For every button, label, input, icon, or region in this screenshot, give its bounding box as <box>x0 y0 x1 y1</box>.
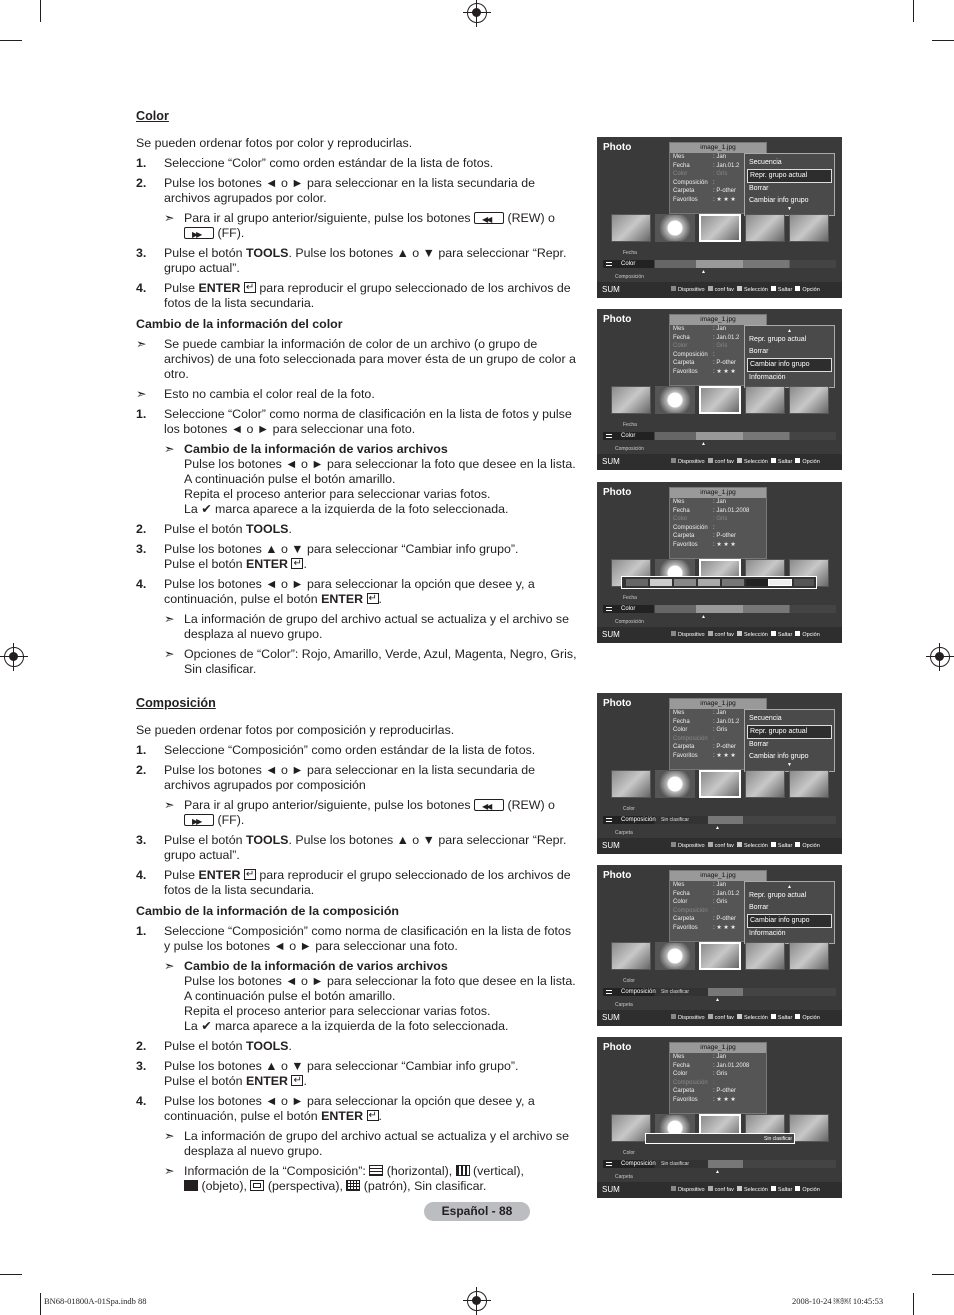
note-item <box>136 798 578 828</box>
step-number: 2. <box>136 176 147 190</box>
menu-item[interactable]: Repr. grupo actual <box>747 169 832 183</box>
step-text: Pulse el botón <box>164 557 243 571</box>
step-item <box>136 522 578 537</box>
step-text: . Pulse los botones ▲ o ▼ para seleccionar “Repr. grupo actual”. <box>164 246 567 275</box>
note-arrow-icon: ➣ <box>164 647 175 661</box>
step-text: Pulse el botón <box>164 522 243 536</box>
thumbnail[interactable] <box>745 386 785 414</box>
thumbnail-strip <box>611 942 829 972</box>
step-text: Pulse los botones ▲ o ▼ para seleccionar “Cambiar info grupo”. <box>164 1059 519 1073</box>
step-item <box>136 1059 578 1089</box>
step-number: 4. <box>136 577 147 591</box>
sort-label: Color <box>623 1150 635 1156</box>
sum-label: SUM <box>602 841 620 850</box>
thumbnail[interactable] <box>611 386 651 414</box>
step-text: Pulse el botón <box>164 1074 243 1088</box>
note-arrow-icon: ➣ <box>164 798 175 812</box>
sort-bar: Composición Sin clasificar <box>603 1160 836 1168</box>
note-text: (objeto), <box>201 1179 247 1193</box>
step-number: 1. <box>136 156 147 170</box>
note-text: La información de grupo del archivo actual se actualiza y el archivo se desplaza al nuevo grupo. <box>184 612 570 641</box>
pattern-icon <box>346 1180 360 1191</box>
menu-item[interactable]: Cambiar info grupo <box>747 358 832 372</box>
menu-icon <box>606 1162 612 1166</box>
file-name: image_1.jpg <box>670 315 766 325</box>
note-item <box>136 959 578 1034</box>
step-number: 1. <box>136 743 147 757</box>
note-text: Repita el proceso anterior para seleccionar varias fotos. <box>184 1004 491 1018</box>
perspective-icon <box>250 1180 264 1191</box>
up-arrow-icon: ▲ <box>715 1169 720 1175</box>
crop-mark <box>932 40 954 41</box>
file-info-panel: image_1.jpg Mes : Jan Fecha : Jan.01.2008 Color : Gris Composición : Carpeta : P-other Favoritos : ★ ★ ★ <box>669 487 767 559</box>
thumbnail[interactable] <box>655 942 695 970</box>
step-text: . <box>288 522 292 536</box>
tools-menu <box>744 325 835 388</box>
file-info-panel: image_1.jpg Mes : Jan Fecha : Jan.01.2 Color : Gris Composición : Carpeta : P-other Favoritos : ★ ★ ★ <box>669 314 767 386</box>
step-text: para reproducir el grupo seleccionado de los archivos de fotos de la lista secundaria. <box>164 281 571 310</box>
screen-title: Photo <box>603 314 632 325</box>
thumbnail-strip <box>611 770 829 800</box>
menu-item[interactable]: Borrar <box>749 348 769 355</box>
color-section <box>136 109 578 677</box>
rew-button-icon <box>474 799 504 811</box>
note-text: La ✔ marca aparece a la izquierda de la foto seleccionada. <box>184 1019 509 1033</box>
vertical-icon <box>456 1165 470 1176</box>
tv-screenshot <box>597 482 842 643</box>
step-number: 3. <box>136 542 147 556</box>
file-name: image_1.jpg <box>670 699 766 709</box>
thumbnail[interactable] <box>789 386 829 414</box>
enter-icon <box>244 869 256 880</box>
step-number: 1. <box>136 407 147 421</box>
tv-screenshot <box>597 137 842 298</box>
sort-label: Composición <box>615 274 644 280</box>
menu-icon <box>606 607 612 611</box>
note-text: (FF). <box>217 226 245 240</box>
tools-menu <box>744 153 835 216</box>
thumbnail[interactable] <box>789 770 829 798</box>
step-text: Pulse los botones ◄ o ► para seleccionar la opción que desee y, a continuación, pulse el botón <box>164 577 535 606</box>
step-number: 3. <box>136 246 147 260</box>
subsection-title: Cambio de la información de la composición <box>136 904 400 918</box>
thumbnail[interactable] <box>699 942 741 970</box>
tools-key-label: TOOLS <box>245 246 289 260</box>
enter-icon <box>291 1075 303 1086</box>
menu-icon <box>606 262 612 266</box>
object-icon <box>184 1180 198 1191</box>
sum-label: SUM <box>602 1185 620 1194</box>
registration-mark-icon <box>467 3 487 23</box>
thumbnail[interactable] <box>745 770 785 798</box>
note-text: (patrón), Sin clasificar. <box>363 1179 487 1193</box>
menu-item[interactable]: Borrar <box>749 741 769 748</box>
up-arrow-icon: ▲ <box>701 441 706 447</box>
sum-label: SUM <box>602 630 620 639</box>
composition-options-popup[interactable]: Sin clasificar <box>645 1133 795 1144</box>
step-item <box>136 833 578 863</box>
note-text: (FF). <box>217 813 245 827</box>
file-name: image_1.jpg <box>670 1043 766 1053</box>
file-info-panel: image_1.jpg Mes : Jan Fecha : Jan.01.2008 Color : Gris Composición : Carpeta : P-other Favoritos : ★ ★ ★ <box>669 1042 767 1114</box>
thumbnail[interactable] <box>745 214 785 242</box>
crop-mark <box>932 1274 954 1275</box>
horizontal-icon <box>369 1165 383 1176</box>
note-text: Esto no cambia el color real de la foto. <box>164 387 375 401</box>
menu-item[interactable]: Cambiar info grupo <box>749 197 809 204</box>
step-number: 4. <box>136 281 147 295</box>
screen-title: Photo <box>603 870 632 881</box>
step-item <box>136 743 578 758</box>
step-text: Seleccione “Composición” como norma de clasificación en la lista de fotos y pulse los botones ◄ o ► para seleccionar una foto. <box>164 924 572 953</box>
screen-title: Photo <box>603 698 632 709</box>
step-item <box>136 176 578 206</box>
note-item <box>136 442 578 517</box>
menu-item[interactable]: Repr. grupo actual <box>749 892 807 899</box>
screen-title: Photo <box>603 487 632 498</box>
step-number: 2. <box>136 522 147 536</box>
menu-item[interactable]: Información <box>749 930 786 937</box>
step-text: . <box>288 1039 292 1053</box>
sort-bar: Color <box>603 260 836 268</box>
step-text: Pulse los botones ◄ o ► para seleccionar en la lista secundaria de archivos agrupados por composición <box>164 763 535 792</box>
note-text: (horizontal), <box>386 1164 453 1178</box>
note-text: Para ir al grupo anterior/siguiente, pulse los botones <box>184 798 471 812</box>
file-name: image_1.jpg <box>670 143 766 153</box>
sort-label: Composición <box>615 446 644 452</box>
note-arrow-icon: ➣ <box>164 959 175 973</box>
composition-section <box>136 696 578 1194</box>
menu-icon <box>606 818 612 822</box>
menu-item[interactable]: Secuencia <box>749 715 782 722</box>
tv-screenshot <box>597 865 842 1026</box>
registration-mark-icon <box>930 647 950 667</box>
subsection-title: Cambio de la información del color <box>136 317 343 331</box>
step-number: 2. <box>136 763 147 777</box>
ff-button-icon <box>184 814 214 826</box>
sort-bar: Color <box>603 432 836 440</box>
enter-key-label: ENTER <box>198 868 241 882</box>
step-number: 3. <box>136 1059 147 1073</box>
up-arrow-icon: ▲ <box>701 269 706 275</box>
sort-bar: Color <box>603 605 836 613</box>
note-arrow-icon: ➣ <box>164 1129 175 1143</box>
note-item <box>136 1164 578 1194</box>
note-item <box>136 612 578 642</box>
menu-icon <box>606 990 612 994</box>
step-number: 4. <box>136 868 147 882</box>
menu-item[interactable]: Borrar <box>749 904 769 911</box>
crop-mark <box>913 0 914 22</box>
file-name: image_1.jpg <box>670 871 766 881</box>
note-text: Para ir al grupo anterior/siguiente, pulse los botones <box>184 211 471 225</box>
step-text: . <box>378 592 382 606</box>
section-title: Color <box>136 109 169 123</box>
step-item <box>136 542 578 572</box>
step-text: Pulse <box>164 868 195 882</box>
sort-label: Color <box>623 978 635 984</box>
tv-screenshot <box>597 1037 842 1198</box>
thumbnail[interactable] <box>611 942 651 970</box>
tools-menu <box>744 881 835 944</box>
down-arrow-icon: ▼ <box>787 762 792 768</box>
note-arrow-icon: ➣ <box>164 211 175 225</box>
file-info-panel: image_1.jpg Mes : Jan Fecha : Jan.01.2 Color : Gris Composición : Carpeta : P-other Favoritos : ★ ★ ★ <box>669 142 767 214</box>
step-text: . <box>303 1074 307 1088</box>
up-arrow-icon: ▲ <box>701 614 706 620</box>
step-text: Pulse los botones ▲ o ▼ para seleccionar “Cambiar info grupo”. <box>164 542 519 556</box>
crop-mark <box>0 40 22 41</box>
thumbnail-strip <box>611 214 829 244</box>
step-text: . Pulse los botones ▲ o ▼ para seleccionar “Repr. grupo actual”. <box>164 833 567 862</box>
note-text: (vertical), <box>473 1164 524 1178</box>
step-number: 1. <box>136 924 147 938</box>
menu-item[interactable]: Borrar <box>749 185 769 192</box>
sort-bar: Composición Sin clasificar <box>603 988 836 996</box>
note-text: La información de grupo del archivo actual se actualiza y el archivo se desplaza al nuevo grupo. <box>184 1129 570 1158</box>
step-number: 4. <box>136 1094 147 1108</box>
note-item <box>136 1129 578 1159</box>
crop-mark <box>40 0 41 22</box>
tv-screenshot <box>597 693 842 854</box>
tools-key-label: TOOLS <box>245 1039 289 1053</box>
note-text: Repita el proceso anterior para seleccionar varias fotos. <box>184 487 491 501</box>
sort-label: Carpeta <box>615 1174 633 1180</box>
step-item <box>136 577 578 607</box>
step-item <box>136 924 578 954</box>
menu-item[interactable]: Secuencia <box>749 159 782 166</box>
note-text: Pulse los botones ◄ o ► para seleccionar la foto que desee en la lista. A continuación pulse el botón amarillo. <box>184 974 576 1003</box>
note-text: Opciones de “Color”: Rojo, Amarillo, Verde, Azul, Magenta, Negro, Gris, Sin clasificar. <box>184 647 577 676</box>
tools-key-label: TOOLS <box>245 522 289 536</box>
step-item <box>136 156 578 171</box>
tv-screenshot <box>597 309 842 470</box>
file-info-panel: image_1.jpg Mes : Jan Fecha : Jan.01.2 Color : Gris Composición : Carpeta : P-other Favoritos : ★ ★ ★ <box>669 698 767 770</box>
note-arrow-icon: ➣ <box>164 612 175 626</box>
screen-title: Photo <box>603 1042 632 1053</box>
note-item <box>136 647 578 677</box>
screen-footer: SUM Dispositivo conf fav Selección Saltar Opción <box>597 1182 842 1198</box>
step-item <box>136 763 578 793</box>
screen-footer: SUM Dispositivo conf fav Selección Saltar Opción <box>597 1010 842 1026</box>
enter-key-label: ENTER <box>245 1074 288 1088</box>
menu-item[interactable]: Información <box>749 374 786 381</box>
page-number: Español - 88 <box>424 1202 530 1221</box>
file-info-panel: image_1.jpg Mes : Jan Fecha : Jan.01.2 Color : Gris Composición : Carpeta : P-other Favoritos : ★ ★ ★ <box>669 870 767 942</box>
screen-footer: SUM Dispositivo conf fav Selección Saltar Opción <box>597 627 842 643</box>
print-slug: 2008-10-24 ￼￼ 10:45:53 <box>792 1296 884 1306</box>
sum-label: SUM <box>602 457 620 466</box>
step-text: para reproducir el grupo seleccionado de los archivos de fotos de la lista secundaria. <box>164 868 571 897</box>
step-number: 3. <box>136 833 147 847</box>
step-text: Seleccione “Color” como orden estándar de la lista de fotos. <box>164 156 494 170</box>
enter-icon <box>291 558 303 569</box>
step-item <box>136 281 578 311</box>
ff-button-icon <box>184 227 214 239</box>
sum-label: SUM <box>602 1013 620 1022</box>
note-text: Pulse los botones ◄ o ► para seleccionar la foto que desee en la lista. A continuación pulse el botón amarillo. <box>184 457 576 486</box>
crop-mark <box>0 1274 22 1275</box>
sort-label: Carpeta <box>615 830 633 836</box>
tools-key-label: TOOLS <box>245 833 289 847</box>
step-text: Pulse el botón <box>164 246 243 260</box>
note-text: Se puede cambiar la información de color de un archivo (o grupo de archivos) de una foto seleccionada para mover ésta de un grupo de color a otro. <box>164 337 576 381</box>
sort-label: Fecha <box>623 422 637 428</box>
registration-mark-icon <box>467 1291 487 1311</box>
note-text: (REW) o <box>507 211 555 225</box>
menu-item[interactable]: Cambiar info grupo <box>747 914 832 928</box>
note-item <box>136 337 578 382</box>
thumbnail[interactable] <box>699 214 741 242</box>
up-arrow-icon: ▲ <box>787 328 792 334</box>
step-text: Pulse <box>164 281 195 295</box>
up-arrow-icon: ▲ <box>715 997 720 1003</box>
crop-mark <box>40 1293 41 1315</box>
screen-footer: SUM Dispositivo conf fav Selección Saltar Opción <box>597 282 842 298</box>
thumbnail[interactable] <box>611 770 651 798</box>
step-item <box>136 1039 578 1054</box>
sort-label: Carpeta <box>615 1002 633 1008</box>
up-arrow-icon: ▲ <box>715 825 720 831</box>
note-item <box>136 387 578 402</box>
thumbnail[interactable] <box>789 214 829 242</box>
menu-icon <box>606 434 612 438</box>
thumbnail[interactable] <box>611 214 651 242</box>
enter-icon <box>367 1110 379 1121</box>
color-options-popup[interactable] <box>621 576 817 589</box>
note-arrow-icon: ➣ <box>136 337 147 351</box>
sort-label: Composición <box>615 619 644 625</box>
step-text: Seleccione “Color” como norma de clasificación en la lista de fotos y pulse los botones ◄ o ► para seleccionar una foto. <box>164 407 572 436</box>
intro-text: Se pueden ordenar fotos por color y reproducirlas. <box>136 136 413 150</box>
note-text: (REW) o <box>507 798 555 812</box>
step-text: . <box>303 557 307 571</box>
section-title: Composición <box>136 696 216 710</box>
note-arrow-icon: ➣ <box>136 387 147 401</box>
step-text: Seleccione “Composición” como orden estándar de la lista de fotos. <box>164 743 536 757</box>
thumbnail-strip <box>611 386 829 416</box>
enter-key-label: ENTER <box>321 1109 364 1123</box>
enter-icon <box>244 282 256 293</box>
note-text: (perspectiva), <box>267 1179 343 1193</box>
crop-mark <box>913 1293 914 1315</box>
step-text: Pulse los botones ◄ o ► para seleccionar la opción que desee y, a continuación, pulse el botón <box>164 1094 535 1123</box>
rew-button-icon <box>474 212 504 224</box>
thumbnail[interactable] <box>699 386 741 414</box>
step-item <box>136 868 578 898</box>
note-title: Cambio de la información de varios archivos <box>184 959 448 973</box>
note-text: Información de la “Composición”: <box>184 1164 366 1178</box>
sort-label: Fecha <box>623 250 637 256</box>
step-text: Pulse el botón <box>164 833 243 847</box>
sum-label: SUM <box>602 285 620 294</box>
enter-key-label: ENTER <box>245 557 288 571</box>
note-arrow-icon: ➣ <box>164 442 175 456</box>
down-arrow-icon: ▼ <box>787 206 792 212</box>
menu-item[interactable]: Repr. grupo actual <box>747 725 832 739</box>
step-item <box>136 246 578 276</box>
note-item <box>136 211 578 241</box>
step-text: Pulse los botones ◄ o ► para seleccionar en la lista secundaria de archivos agrupados por color. <box>164 176 535 205</box>
note-title: Cambio de la información de varios archivos <box>184 442 448 456</box>
enter-key-label: ENTER <box>321 592 364 606</box>
thumbnail[interactable] <box>655 386 695 414</box>
step-text: Pulse el botón <box>164 1039 243 1053</box>
thumbnail[interactable] <box>655 214 695 242</box>
step-item <box>136 407 578 437</box>
menu-item[interactable]: Cambiar info grupo <box>749 753 809 760</box>
sort-bar: Composición Sin clasificar <box>603 816 836 824</box>
enter-key-label: ENTER <box>198 281 241 295</box>
thumbnail[interactable] <box>789 942 829 970</box>
step-number: 2. <box>136 1039 147 1053</box>
screen-title: Photo <box>603 142 632 153</box>
enter-icon <box>367 593 379 604</box>
file-name: image_1.jpg <box>670 488 766 498</box>
step-item <box>136 1094 578 1124</box>
registration-mark-icon <box>4 647 24 667</box>
sort-label: Color <box>623 806 635 812</box>
tools-menu <box>744 709 835 772</box>
sort-label: Fecha <box>623 595 637 601</box>
thumbnail[interactable] <box>655 770 695 798</box>
intro-text: Se pueden ordenar fotos por composición y reproducirlas. <box>136 723 455 737</box>
note-arrow-icon: ➣ <box>164 1164 175 1178</box>
step-text: . <box>378 1109 382 1123</box>
print-slug: BN68-01800A-01Spa.indb 88 <box>44 1296 147 1306</box>
thumbnail[interactable] <box>699 770 741 798</box>
menu-item[interactable]: Repr. grupo actual <box>749 336 807 343</box>
screen-footer: SUM Dispositivo conf fav Selección Saltar Opción <box>597 454 842 470</box>
screen-footer: SUM Dispositivo conf fav Selección Saltar Opción <box>597 838 842 854</box>
note-text: La ✔ marca aparece a la izquierda de la foto seleccionada. <box>184 502 509 516</box>
thumbnail[interactable] <box>789 1114 829 1142</box>
thumbnail[interactable] <box>745 942 785 970</box>
up-arrow-icon: ▲ <box>787 884 792 890</box>
